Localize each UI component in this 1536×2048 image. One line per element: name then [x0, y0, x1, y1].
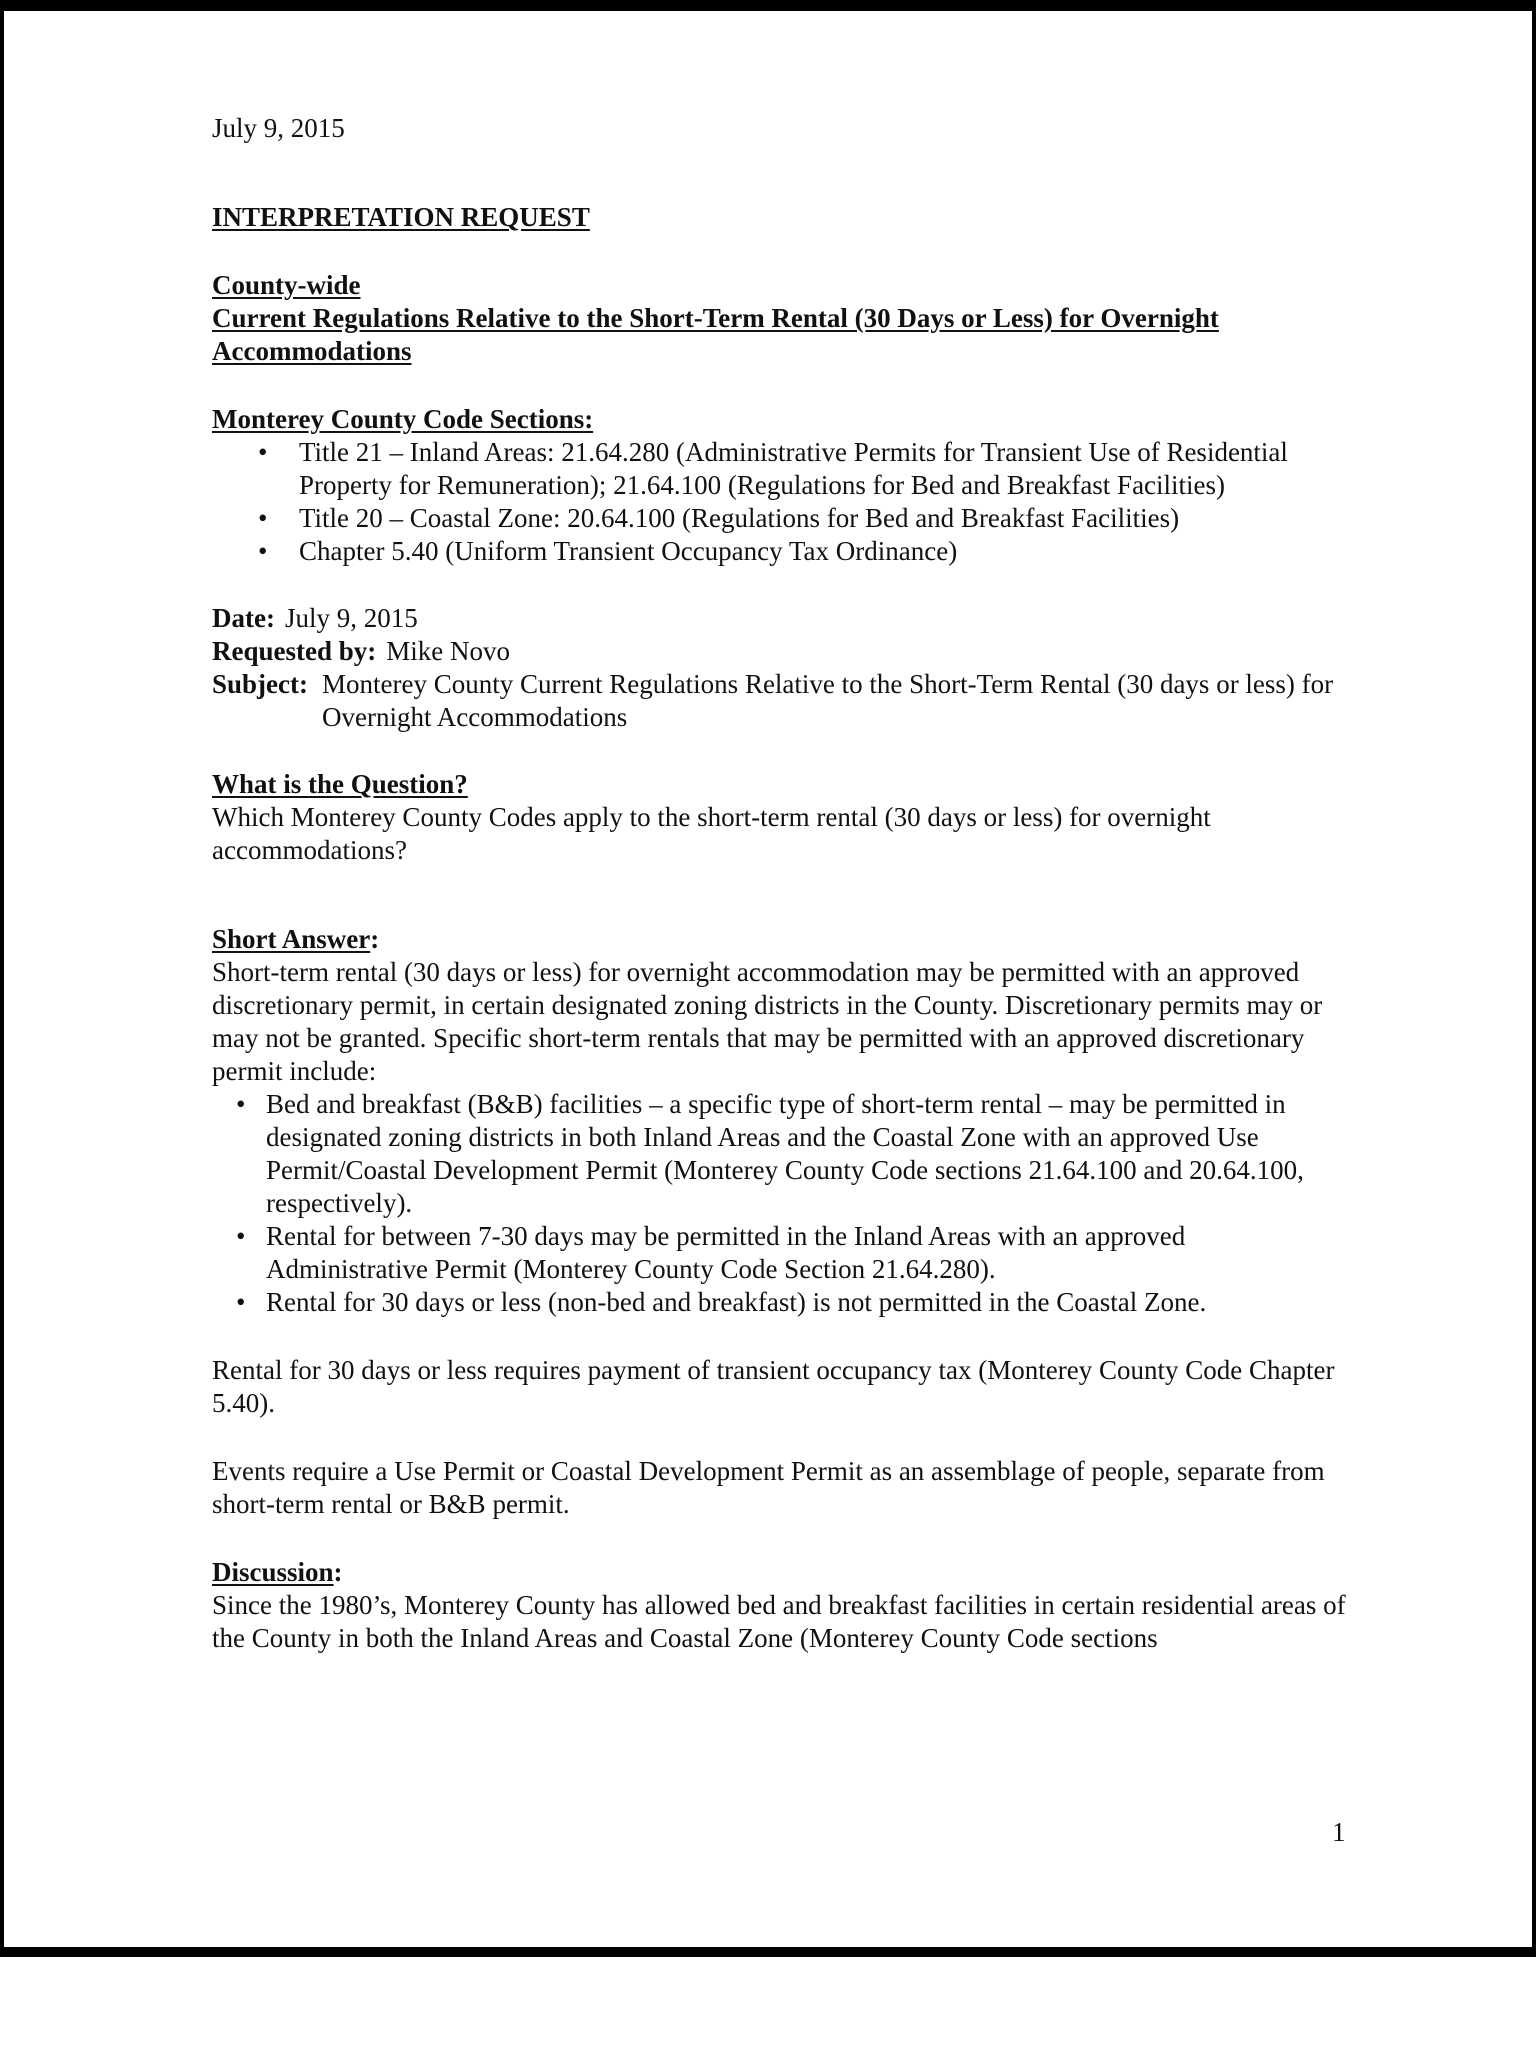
page-number: 1 [1332, 1817, 1346, 1847]
subject-value: Monterey County Current Regulations Relative to the Short-Term Rental (30 days or less) for Overnight Accommodations [322, 669, 1334, 732]
question-heading: What is the Question? [212, 769, 468, 799]
requested-by-label: Requested by: [212, 636, 377, 666]
short-answer-heading [212, 923, 1352, 956]
tax-paragraph: Rental for 30 days or less requires payment of transient occupancy tax (Monterey County Code Chapter 5.40). [212, 1355, 1335, 1418]
scan-border-right [1532, 0, 1536, 1955]
short-answer-list [212, 1088, 1352, 1319]
short-answer-item: • Rental for between 7-30 days may be permitted in the Inland Areas with an approved Administrative Permit (Monterey County Code Section 21.64.280). [266, 1220, 1352, 1286]
short-answer-item: • Bed and breakfast (B&B) facilities – a specific type of short-term rental – may be permitted in designated zoning districts in both Inland Areas and the Coastal Zone with an approved Use Permit/Coastal Development Permit (Monterey County Code sections 21.64.100 and 20.64.100, respectively). [266, 1088, 1352, 1220]
code-section-item: • Title 20 – Coastal Zone: 20.64.100 (Regulations for Bed and Breakfast Facilities) [299, 502, 1352, 535]
requested-by-row [212, 635, 1352, 668]
date-value: July 9, 2015 [284, 603, 418, 633]
code-sections-heading: Monterey County Code Sections: [212, 404, 594, 434]
code-section-item: • Title 21 – Inland Areas: 21.64.280 (Administrative Permits for Transient Use of Residential Property for Remuneration); 21.64.100 (Regulations for Bed and Breakfast Facilities) [299, 436, 1352, 502]
short-answer-intro: Short-term rental (30 days or less) for overnight accommodation may be permitted with an approved discretionary permit, in certain designated zoning districts in the County. Discretionary permits may or may not be granted. Specific short-term rentals that may be permitted with an approved discretionary permit include: [212, 957, 1323, 1086]
subject-row [212, 668, 1352, 734]
document-page [212, 112, 1352, 1655]
code-sections-list [212, 436, 1352, 568]
request-meta [212, 602, 1352, 734]
short-answer-colon: : [370, 924, 380, 954]
code-section-item: • Chapter 5.40 (Uniform Transient Occupancy Tax Ordinance) [299, 535, 1352, 568]
requested-by-value: Mike Novo [386, 636, 511, 666]
events-paragraph: Events require a Use Permit or Coastal Development Permit as an assemblage of people, separate from short-term rental or B&B permit. [212, 1456, 1325, 1519]
discussion-heading [212, 1556, 1352, 1589]
date-label: Date: [212, 603, 275, 633]
discussion-heading-text: Discussion [212, 1557, 334, 1587]
short-answer-item: • Rental for 30 days or less (non-bed and breakfast) is not permitted in the Coastal Zone. [266, 1286, 1352, 1319]
letter-date: July 9, 2015 [212, 113, 345, 143]
question-text: Which Monterey County Codes apply to the short-term rental (30 days or less) for overnight accommodations? [212, 802, 1211, 865]
discussion-colon: : [333, 1557, 343, 1587]
date-row [212, 602, 1352, 635]
document-title: Current Regulations Relative to the Short-Term Rental (30 Days or Less) for Overnight Accommodations [212, 303, 1219, 366]
document-type-heading: INTERPRETATION REQUEST [212, 202, 590, 232]
short-answer-heading-text: Short Answer [212, 924, 371, 954]
subject-label: Subject: [212, 669, 308, 699]
scope-heading: County-wide [212, 270, 361, 300]
scan-border-bottom [0, 1947, 1536, 1957]
discussion-text: Since the 1980’s, Monterey County has allowed bed and breakfast facilities in certain residential areas of the County in both the Inland Areas and Coastal Zone (Monterey County Code sections [212, 1590, 1346, 1653]
scan-border-left [0, 0, 4, 1955]
scan-border-top [0, 0, 1536, 11]
